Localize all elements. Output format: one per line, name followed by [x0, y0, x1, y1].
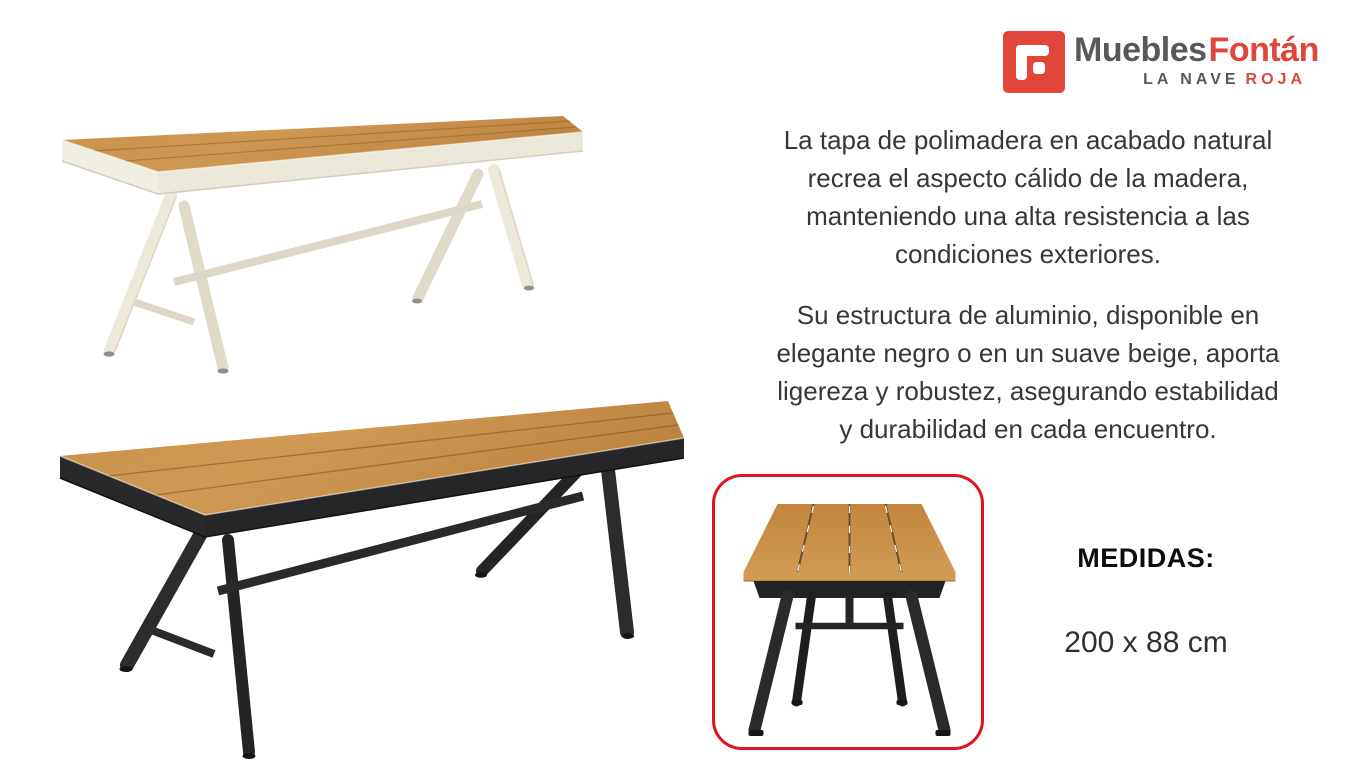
description-line: recrea el aspecto cálido de la madera,: [807, 163, 1249, 193]
brand-name-accent: Fontán: [1208, 31, 1319, 69]
description-line: y durabilidad en cada encuentro.: [839, 414, 1217, 444]
description-line: manteniendo una alta resistencia a las: [806, 201, 1250, 231]
description-line: condiciones exteriores.: [895, 239, 1161, 269]
measurements-heading: MEDIDAS:: [1077, 543, 1215, 573]
detail-thumbnail-box: [712, 474, 984, 750]
description-line: ligereza y robustez, asegurando estabilidad: [777, 376, 1279, 406]
description-line: elegante negro o en un suave beige, aporta: [776, 338, 1280, 368]
product-photo-beige-table: [46, 74, 591, 379]
brand-wordmark: [1074, 31, 1319, 89]
description-line: Su estructura de aluminio, disponible en: [796, 300, 1260, 330]
product-photo-black-table: [38, 388, 698, 766]
measurements-value: 200 x 88 cm: [1064, 626, 1228, 659]
brand-name-primary: Muebles: [1074, 31, 1207, 69]
brand-tagline-accent: ROJA: [1245, 71, 1306, 88]
description-line: La tapa de polimadera en acabado natural: [783, 125, 1273, 155]
brand-tagline-primary: LA NAVE: [1143, 71, 1240, 88]
description-paragraph-2: [690, 296, 1366, 448]
product-photo-front-view: [723, 484, 976, 742]
brand-tagline: [1074, 71, 1306, 89]
description-paragraph-1: [690, 121, 1366, 273]
brand-name: [1074, 31, 1319, 69]
brand-logo: [1003, 31, 1319, 93]
fontan-f-monogram-icon: [1003, 31, 1065, 93]
